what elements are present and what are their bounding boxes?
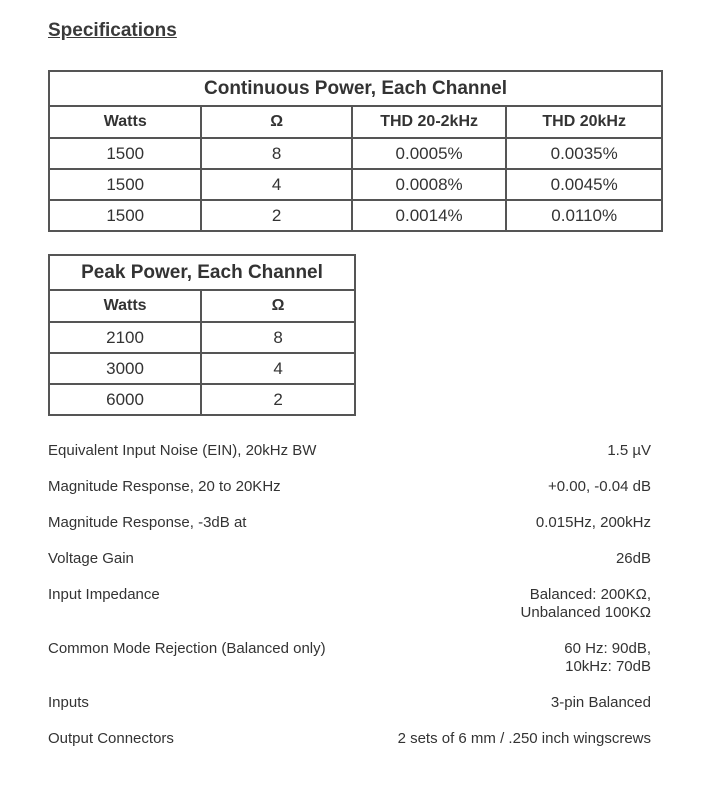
col-header-thd-20khz: THD 20kHz: [506, 106, 662, 138]
table-cell: 8: [201, 322, 355, 353]
spec-label: Common Mode Rejection (Balanced only): [48, 640, 326, 657]
table-cell: 0.0014%: [352, 200, 507, 231]
spec-label: Inputs: [48, 694, 89, 711]
spec-value: Unbalanced 100KΩ: [520, 604, 651, 621]
table-row: [49, 138, 662, 169]
spec-row-magnitude-response: [48, 478, 651, 496]
table-row: [49, 322, 355, 353]
spec-row-voltage-gain: [48, 550, 651, 568]
col-header-watts: Watts: [49, 290, 201, 322]
table-cell: 2100: [49, 322, 201, 353]
col-header-watts: Watts: [49, 106, 201, 138]
col-header-ohms: Ω: [201, 106, 351, 138]
spec-label: Equivalent Input Noise (EIN), 20kHz BW: [48, 442, 317, 459]
spec-row-ein: [48, 442, 651, 460]
spec-label: Magnitude Response, 20 to 20KHz: [48, 478, 281, 495]
table-cell: 1500: [49, 200, 201, 231]
spec-value: 3-pin Balanced: [550, 694, 651, 711]
table-cell: 0.0045%: [506, 169, 662, 200]
table-cell: 0.0008%: [352, 169, 507, 200]
spec-list: [48, 442, 651, 748]
page-title: Specifications: [48, 20, 177, 41]
table-row: [49, 353, 355, 384]
spec-row-inputs: [48, 694, 651, 712]
spec-label: Voltage Gain: [48, 550, 134, 567]
spec-row-output-connectors: [48, 730, 651, 748]
spec-value: 10kHz: 70dB: [565, 658, 651, 675]
spec-row-magnitude-response-3db: [48, 514, 651, 532]
table-cell: 0.0035%: [506, 138, 662, 169]
table-cell: 2: [201, 200, 351, 231]
spec-label: Magnitude Response, -3dB at: [48, 514, 247, 531]
peak-power-caption: Peak Power, Each Channel: [49, 255, 355, 290]
spec-value: 60 Hz: 90dB,: [564, 640, 651, 657]
table-cell: 6000: [49, 384, 201, 415]
col-header-thd-20-2khz: THD 20-2kHz: [352, 106, 507, 138]
spec-row-input-impedance: [48, 586, 651, 622]
table-cell: 0.0110%: [506, 200, 662, 231]
spec-label: Output Connectors: [48, 730, 174, 747]
spec-value: 1.5 µV: [607, 442, 651, 459]
table-row: [49, 169, 662, 200]
table-cell: 4: [201, 169, 351, 200]
table-cell: 8: [201, 138, 351, 169]
col-header-ohms: Ω: [201, 290, 355, 322]
continuous-power-table: [48, 70, 663, 232]
table-row: [49, 384, 355, 415]
table-cell: 2: [201, 384, 355, 415]
table-cell: 0.0005%: [352, 138, 507, 169]
spec-value: 0.015Hz, 200kHz: [535, 514, 651, 531]
table-cell: 1500: [49, 169, 201, 200]
table-cell: 3000: [49, 353, 201, 384]
spec-value: +0.00, -0.04 dB: [548, 478, 651, 495]
table-row: [49, 200, 662, 231]
peak-power-table: [48, 254, 356, 416]
spec-value: Balanced: 200KΩ,: [529, 586, 651, 603]
spec-value: 26dB: [615, 550, 651, 567]
table-cell: 4: [201, 353, 355, 384]
continuous-power-caption: Continuous Power, Each Channel: [49, 71, 662, 106]
table-cell: 1500: [49, 138, 201, 169]
spec-value: 2 sets of 6 mm / .250 inch wingscrews: [397, 730, 651, 747]
spec-row-cmr: [48, 640, 651, 676]
spec-label: Input Impedance: [48, 586, 160, 603]
